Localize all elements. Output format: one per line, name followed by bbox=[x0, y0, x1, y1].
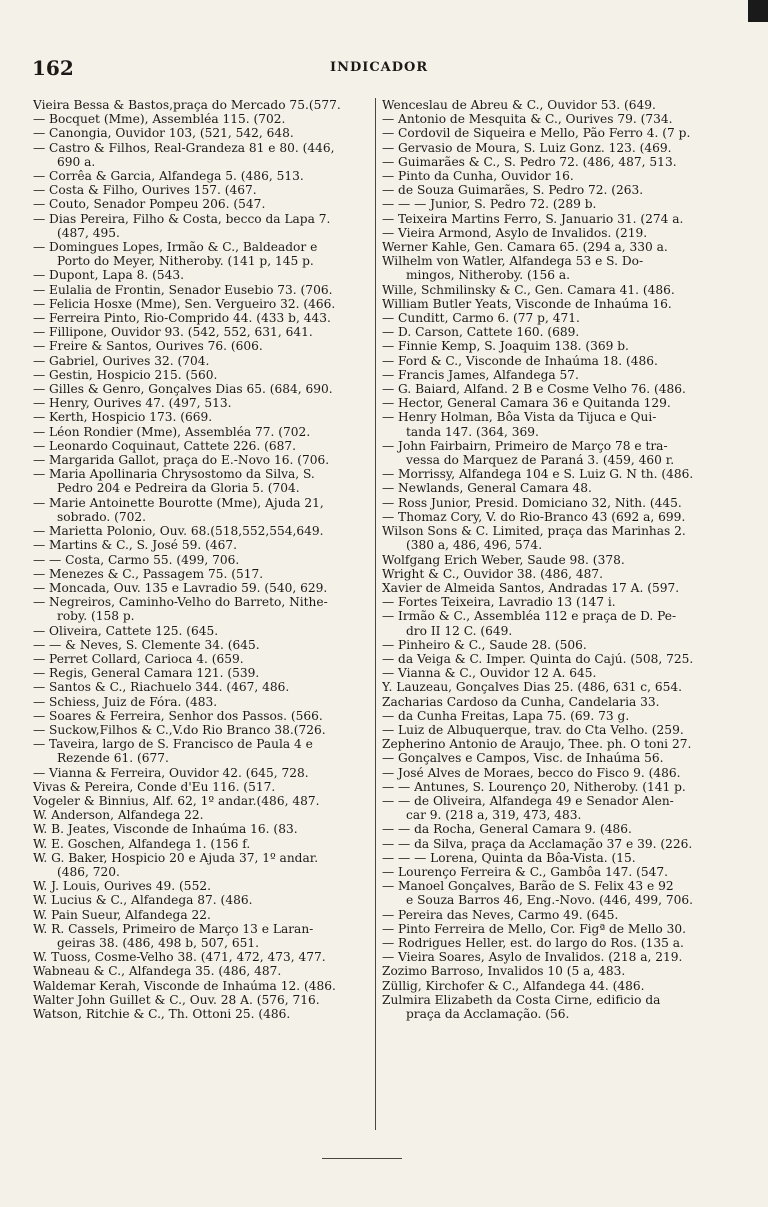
directory-entry: — Gilles & Genro, Gonçalves Dias 65. (684, 690. bbox=[33, 382, 333, 397]
directory-entry: Wilson Sons & C. Limited, praça das Marinhas 2. bbox=[382, 524, 686, 539]
directory-entry: Y. Lauzeau, Gonçalves Dias 25. (486, 631 c, 654. bbox=[382, 680, 682, 695]
directory-entry-continuation: 690 a. bbox=[57, 154, 96, 169]
directory-entry: — John Fairbairn, Primeiro de Março 78 e tra- bbox=[382, 438, 668, 453]
directory-entry: — Dupont, Lapa 8. (543. bbox=[33, 268, 185, 283]
directory-entry: Walter John Guillet & C., Ouv. 28 A. (576, 716. bbox=[33, 992, 320, 1007]
directory-entry: — Gabriel, Ourives 32. (704. bbox=[33, 353, 210, 368]
directory-entry-continuation: sobrado. (702. bbox=[57, 509, 147, 524]
directory-entry: — Pinto Ferreira de Mello, Cor. Figª de Mello 30. bbox=[382, 921, 686, 936]
directory-entry: William Butler Yeats, Visconde de Inhaúma 16. bbox=[382, 296, 672, 311]
directory-entry: W. J. Louis, Ourives 49. (552. bbox=[33, 879, 211, 894]
directory-entry: — Martins & C., S. José 59. (467. bbox=[33, 538, 238, 553]
directory-entry: — Regis, General Camara 121. (539. bbox=[33, 666, 260, 681]
directory-entry: Werner Kahle, Gen. Camara 65. (294 a, 330 a. bbox=[382, 240, 668, 255]
directory-entry: — Costa & Filho, Ourives 157. (467. bbox=[33, 183, 257, 198]
directory-entry: — Moncada, Ouv. 135 e Lavradio 59. (540, 629. bbox=[33, 580, 328, 595]
directory-entry: — — da Rocha, General Camara 9. (486. bbox=[382, 822, 632, 837]
directory-entry-continuation: roby. (158 p. bbox=[57, 609, 135, 624]
directory-entry-continuation: geiras 38. (486, 498 b, 507, 651. bbox=[57, 935, 259, 950]
directory-entry: W. B. Jeates, Visconde de Inhaúma 16. (83. bbox=[33, 822, 298, 837]
directory-entry: — Domingues Lopes, Irmão & C., Baldeador e bbox=[33, 240, 318, 255]
directory-entry: — Cunditt, Carmo 6. (77 p, 471. bbox=[382, 311, 580, 326]
directory-entry: — Francis James, Alfandega 57. bbox=[382, 367, 579, 382]
directory-entry-continuation: Pedro 204 e Pedreira da Gloria 5. (704. bbox=[57, 481, 300, 496]
directory-entry: — Suckow,Filhos & C.,V.do Rio Branco 38.(726. bbox=[33, 722, 326, 737]
directory-entry: Wright & C., Ouvidor 38. (486, 487. bbox=[382, 566, 603, 581]
running-head: INDICADOR bbox=[330, 60, 429, 75]
directory-entry: — Pinheiro & C., Saude 28. (506. bbox=[382, 637, 587, 652]
directory-entry: — Vieira Soares, Asylo de Invalidos. (218 a, 219. bbox=[382, 950, 683, 965]
directory-entry: — Dias Pereira, Filho & Costa, becco da Lapa 7. bbox=[33, 211, 331, 226]
directory-entry-continuation: dro II 12 C. (649. bbox=[406, 623, 513, 638]
directory-entry: — Antonio de Mesquita & C., Ourives 79. (734. bbox=[382, 112, 673, 127]
directory-entry: Wille, Schmilinsky & C., Gen. Camara 41. (486. bbox=[382, 282, 675, 297]
directory-entry: — Vianna & C., Ouvidor 12 A. 645. bbox=[382, 666, 597, 681]
directory-entry: Zacharias Cardoso da Cunha, Candelaria 33. bbox=[382, 694, 660, 709]
directory-entry: — Morrissy, Alfandega 104 e S. Luiz G. N th. (486. bbox=[382, 467, 694, 482]
directory-entry: — Leonardo Coquinaut, Cattete 226. (687. bbox=[33, 438, 296, 453]
directory-entry: Zepherino Antonio de Araujo, Thee. ph. O toni 27. bbox=[382, 737, 692, 752]
directory-entry: — Pereira das Neves, Carmo 49. (645. bbox=[382, 907, 619, 922]
directory-entry: — — Antunes, S. Lourenço 20, Nitheroby. (141 p. bbox=[382, 779, 686, 794]
directory-entry: — José Alves de Moraes, becco do Fisco 9. (486. bbox=[382, 765, 681, 780]
directory-entry: — Fortes Teixeira, Lavradio 13 (147 i. bbox=[382, 595, 616, 610]
directory-entry: Züllig, Kirchofer & C., Alfandega 44. (486. bbox=[382, 978, 645, 993]
directory-entry-continuation: vessa do Marquez de Paraná 3. (459, 460 r. bbox=[406, 453, 675, 468]
directory-entry: — — da Silva, praça da Acclamação 37 e 39. (226. bbox=[382, 836, 693, 851]
directory-entry: Watson, Ritchie & C., Th. Ottoni 25. (486. bbox=[33, 1007, 291, 1021]
directory-entry: — Negreiros, Caminho-Velho do Barreto, Nithe- bbox=[33, 595, 328, 610]
directory-entry: — Finnie Kemp, S. Joaquim 138. (369 b. bbox=[382, 339, 629, 354]
scan-edge-mark bbox=[748, 0, 768, 22]
directory-entry: — Vianna & Ferreira, Ouvidor 42. (645, 728. bbox=[33, 765, 309, 780]
directory-entry-continuation: tanda 147. (364, 369. bbox=[406, 424, 539, 439]
directory-entry: — Taveira, largo de S. Francisco de Paula 4 e bbox=[33, 737, 313, 752]
directory-entry: — Marie Antoinette Bourotte (Mme), Ajuda 21, bbox=[33, 495, 324, 510]
directory-entry: — Pinto da Cunha, Ouvidor 16. bbox=[382, 169, 574, 184]
directory-entry: — Rodrigues Heller, est. do largo do Ros. (135 a. bbox=[382, 935, 684, 950]
directory-entry-continuation: praça da Acclamação. (56. bbox=[406, 1007, 570, 1021]
directory-entry: — da Veiga & C. Imper. Quinta do Cajú. (508, 725. bbox=[382, 651, 694, 666]
directory-entry: — Santos & C., Riachuelo 344. (467, 486. bbox=[33, 680, 290, 695]
directory-entry: — D. Carson, Cattete 160. (689. bbox=[382, 325, 580, 340]
directory-entry: — Teixeira Martins Ferro, S. Januario 31. (274 a. bbox=[382, 211, 684, 226]
directory-entry: — Cordovil de Siqueira e Mello, Pão Ferro 4. (7 p. bbox=[382, 126, 691, 141]
directory-entry-continuation: Rezende 61. (677. bbox=[57, 751, 169, 766]
directory-entry: — Couto, Senador Pompeu 206. (547. bbox=[33, 197, 266, 212]
directory-entry-continuation: e Souza Barros 46, Eng.-Novo. (446, 499, 706. bbox=[406, 893, 693, 908]
directory-entry: — Gervasio de Moura, S. Luiz Gonz. 123. (469. bbox=[382, 140, 672, 155]
directory-entry: — Freire & Santos, Ourives 76. (606. bbox=[33, 339, 263, 354]
directory-entry: — Bocquet (Mme), Assembléa 115. (702. bbox=[33, 112, 286, 127]
directory-entry: W. Pain Sueur, Alfandega 22. bbox=[33, 907, 211, 922]
directory-entry: W. Lucius & C., Alfandega 87. (486. bbox=[33, 893, 253, 908]
directory-entry: — Thomaz Cory, V. do Rio-Branco 43 (692 a, 699. bbox=[382, 509, 686, 524]
directory-entry: — — de Oliveira, Alfandega 49 e Senador Alen- bbox=[382, 793, 674, 808]
directory-entry: W. Anderson, Alfandega 22. bbox=[33, 808, 204, 823]
directory-entry: — Gestin, Hospicio 215. (560. bbox=[33, 367, 218, 382]
directory-entry: — Manoel Gonçalves, Barão de S. Felix 43 e 92 bbox=[382, 879, 674, 894]
directory-entry: W. G. Baker, Hospicio 20 e Ajuda 37, 1º andar. bbox=[33, 850, 319, 865]
left-column bbox=[33, 98, 376, 1021]
directory-entry: — Henry, Ourives 47. (497, 513. bbox=[33, 396, 232, 411]
directory-entry: — Henry Holman, Bôa Vista da Tijuca e Qui- bbox=[382, 410, 657, 425]
directory-entry: — Oliveira, Cattete 125. (645. bbox=[33, 623, 219, 638]
directory-entry: — Newlands, General Camara 48. bbox=[382, 481, 592, 496]
directory-entry: Waldemar Kerah, Visconde de Inhaúma 12. (486. bbox=[33, 978, 336, 993]
directory-entry: Zulmira Elizabeth da Costa Cirne, edificio da bbox=[382, 992, 661, 1007]
directory-entry: — Perret Collard, Carioca 4. (659. bbox=[33, 651, 244, 666]
directory-entry: — Maria Apollinaria Chrysostomo da Silva, S. bbox=[33, 467, 315, 482]
directory-entry: — Eulalia de Frontin, Senador Eusebio 73. (706. bbox=[33, 282, 333, 297]
directory-entry: Vivas & Pereira, Conde d'Eu 116. (517. bbox=[33, 779, 276, 794]
directory-entry: W. Tuoss, Cosme-Velho 38. (471, 472, 473, 477. bbox=[33, 950, 326, 965]
directory-entry-continuation: car 9. (218 a, 319, 473, 483. bbox=[406, 808, 582, 823]
directory-entry: — de Souza Guimarães, S. Pedro 72. (263. bbox=[382, 183, 644, 198]
directory-entry: — Lourenço Ferreira & C., Gambôa 147. (547. bbox=[382, 864, 668, 879]
directory-entry: — Castro & Filhos, Real-Grandeza 81 e 80. (446, bbox=[33, 140, 335, 155]
directory-entry-continuation: (487, 495. bbox=[57, 225, 120, 240]
directory-entry: — Corrêa & Garcia, Alfandega 5. (486, 513. bbox=[33, 169, 304, 184]
directory-entry: W. E. Goschen, Alfandega 1. (156 f. bbox=[33, 836, 251, 851]
page-number: 162 bbox=[32, 56, 74, 80]
directory-entry: — — & Neves, S. Clemente 34. (645. bbox=[33, 637, 260, 652]
directory-entry: Zozimo Barroso, Invalidos 10 (5 a, 483. bbox=[382, 964, 626, 979]
directory-entry: Vogeler & Binnius, Alf. 62, 1º andar.(486, 487. bbox=[33, 793, 320, 808]
directory-entry: — — — Junior, S. Pedro 72. (289 b. bbox=[382, 197, 597, 212]
directory-entry: — Luiz de Albuquerque, trav. do Cta Velho. (259. bbox=[382, 722, 684, 737]
directory-entry: — — — Lorena, Quinta da Bôa-Vista. (15. bbox=[382, 850, 636, 865]
directory-entry: — Irmão & C., Assembléa 112 e praça de D. Pe- bbox=[382, 609, 677, 624]
directory-entry: — Ferreira Pinto, Rio-Comprido 44. (433 b, 443. bbox=[33, 311, 331, 326]
directory-entry: — Ford & C., Visconde de Inhaúma 18. (486. bbox=[382, 353, 658, 368]
directory-entry: — Marietta Polonio, Ouv. 68.(518,552,554,649. bbox=[33, 524, 324, 539]
directory-entry: — Léon Rondier (Mme), Assembléa 77. (702. bbox=[33, 424, 311, 439]
directory-entry: Wabneau & C., Alfandega 35. (486, 487. bbox=[33, 964, 282, 979]
directory-entry: — Kerth, Hospicio 173. (669. bbox=[33, 410, 213, 425]
directory-entry-continuation: (380 a, 486, 496, 574. bbox=[406, 538, 543, 553]
directory-entry: — Schiess, Juiz de Fóra. (483. bbox=[33, 694, 218, 709]
directory-entry: — Soares & Ferreira, Senhor dos Passos. (566. bbox=[33, 708, 323, 723]
directory-entry: — Guimarães & C., S. Pedro 72. (486, 487, 513. bbox=[382, 154, 677, 169]
directory-entry: Wolfgang Erich Weber, Saude 98. (378. bbox=[382, 552, 625, 567]
directory-entry-continuation: mingos, Nitheroby. (156 a. bbox=[406, 268, 570, 283]
directory-entry: — Canongia, Ouvidor 103, (521, 542, 648. bbox=[33, 126, 294, 141]
footer-rule bbox=[322, 1158, 402, 1159]
directory-entry: Xavier de Almeida Santos, Andradas 17 A. (597. bbox=[382, 580, 680, 595]
column-divider bbox=[375, 98, 376, 1130]
directory-entry: — — Costa, Carmo 55. (499, 706. bbox=[33, 552, 240, 567]
directory-entry: Wilhelm von Watler, Alfandega 53 e S. Do- bbox=[382, 254, 644, 269]
page-header bbox=[0, 56, 768, 86]
directory-entry: — Ross Junior, Presid. Domiciano 32, Nith. (445. bbox=[382, 495, 682, 510]
directory-entry: — Hector, General Camara 36 e Quitanda 129. bbox=[382, 396, 671, 411]
directory-entry: — Vieira Armond, Asylo de Invalidos. (219. bbox=[382, 225, 648, 240]
directory-entry: — Margarida Gallot, praça do E.-Novo 16. (706. bbox=[33, 453, 330, 468]
directory-entry: — Felicia Hosxe (Mme), Sen. Vergueiro 32. (466. bbox=[33, 296, 336, 311]
directory-entry: — G. Baiard, Alfand. 2 B e Cosme Velho 76. (486. bbox=[382, 382, 686, 397]
directory-entry: — da Cunha Freitas, Lapa 75. (69. 73 g. bbox=[382, 708, 630, 723]
directory-entry: — Fillipone, Ouvidor 93. (542, 552, 631, 641. bbox=[33, 325, 313, 340]
right-column bbox=[382, 98, 727, 1021]
directory-entry: — Menezes & C., Passagem 75. (517. bbox=[33, 566, 264, 581]
directory-entry-continuation: (486, 720. bbox=[57, 864, 120, 879]
directory-entry: Vieira Bessa & Bastos,praça do Mercado 75.(577. bbox=[33, 98, 341, 112]
directory-entry: Wenceslau de Abreu & C., Ouvidor 53. (649. bbox=[382, 98, 656, 112]
directory-entry: — Gonçalves e Campos, Visc. de Inhaúma 56. bbox=[382, 751, 664, 766]
directory-entry: W. R. Cassels, Primeiro de Março 13 e Laran- bbox=[33, 921, 314, 936]
directory-entry-continuation: Porto do Meyer, Nitheroby. (141 p, 145 p. bbox=[57, 254, 314, 269]
